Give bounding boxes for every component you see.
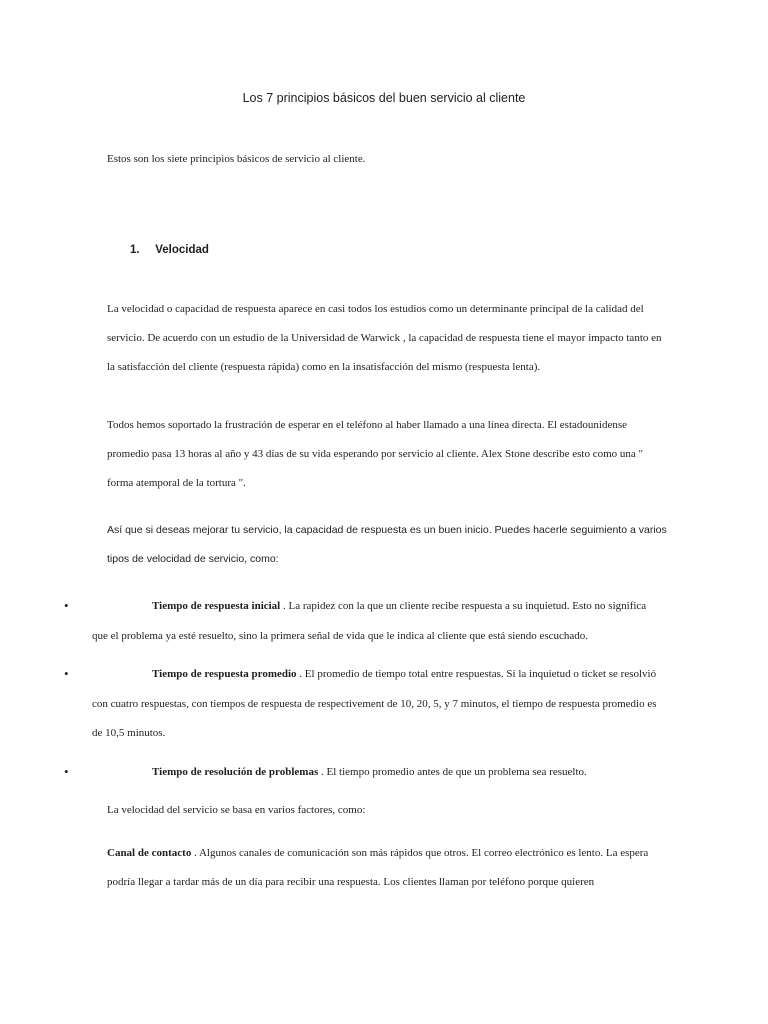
contact-channel-text: . Algunos canales de comunicación son más rápidos que otros. El correo electrónico es lento. La espera podría llegar a tardar más de un día para recibir una respuesta. Los clientes llaman por teléfono porque quieren: [107, 847, 649, 888]
bullet-description: . El promedio de tiempo total entre respuestas. Si la inquietud o ticket se resolvió con cuatro respuestas, con tiempos de respuesta de respectivement de 10, 20, 5, y 7 minutos, el tiempo de respuesta promedio es de 10,5 minutos.: [92, 668, 657, 739]
bullet-term: Tiempo de respuesta promedio: [152, 668, 297, 680]
paragraph-factors: La velocidad del servicio se basa en varios factores, como:: [107, 804, 366, 816]
bullet-description: . La rapidez con la que un cliente recibe respuesta a su inquietud. Esto no significa que el problema ya esté resuelto, sino la primera señal de vida que le indica al cliente que está siendo escuchado.: [92, 600, 647, 642]
bullet-marker: •: [64, 666, 69, 681]
bullet-description: . El tiempo promedio antes de que un problema sea resuelto.: [318, 766, 587, 778]
bullet-term: Tiempo de resolución de problemas: [152, 766, 319, 778]
bullet-marker: •: [64, 598, 69, 613]
section-number: 1.: [130, 244, 140, 256]
paragraph-improve: Así que si deseas mejorar tu servicio, la capacidad de respuesta es un buen inicio. Puedes hacerle seguimiento a varios tipos de velocidad de servicio, como:: [107, 524, 667, 565]
paragraph-velocity-intro: La velocidad o capacidad de respuesta aparece en casi todos los estudios como un determinante principal de la calidad del servicio. De acuerdo con un estudio de la Universidad de Warwick , la capacidad de respuesta tiene el mayor impacto tanto en la satisfacción del cliente (respuesta rápida) como en la insatisfacción del mismo (respuesta lenta).: [107, 303, 662, 373]
paragraph-waiting: Todos hemos soportado la frustración de esperar en el teléfono al haber llamado a una línea directa. El estadounidense promedio pasa 13 horas al año y 43 días de su vida esperando por servicio al cliente. Alex Stone describe esto como una " forma atemporal de la tortura ".: [107, 419, 644, 489]
bullet-item: [92, 758, 662, 788]
bullet-item: [92, 592, 662, 651]
section-heading: [130, 244, 209, 256]
section-title: Velocidad: [155, 244, 209, 256]
intro-paragraph: Estos son los siete principios básicos de servicio al cliente.: [107, 153, 366, 165]
paragraph-contact-channel: [107, 839, 667, 897]
bullet-term: Tiempo de respuesta inicial: [152, 600, 281, 612]
document-title: Los 7 principios básicos del buen servicio al cliente: [242, 91, 526, 105]
bullet-item: [92, 660, 662, 749]
bullet-marker: •: [64, 764, 69, 779]
contact-channel-term: Canal de contacto: [107, 847, 192, 859]
